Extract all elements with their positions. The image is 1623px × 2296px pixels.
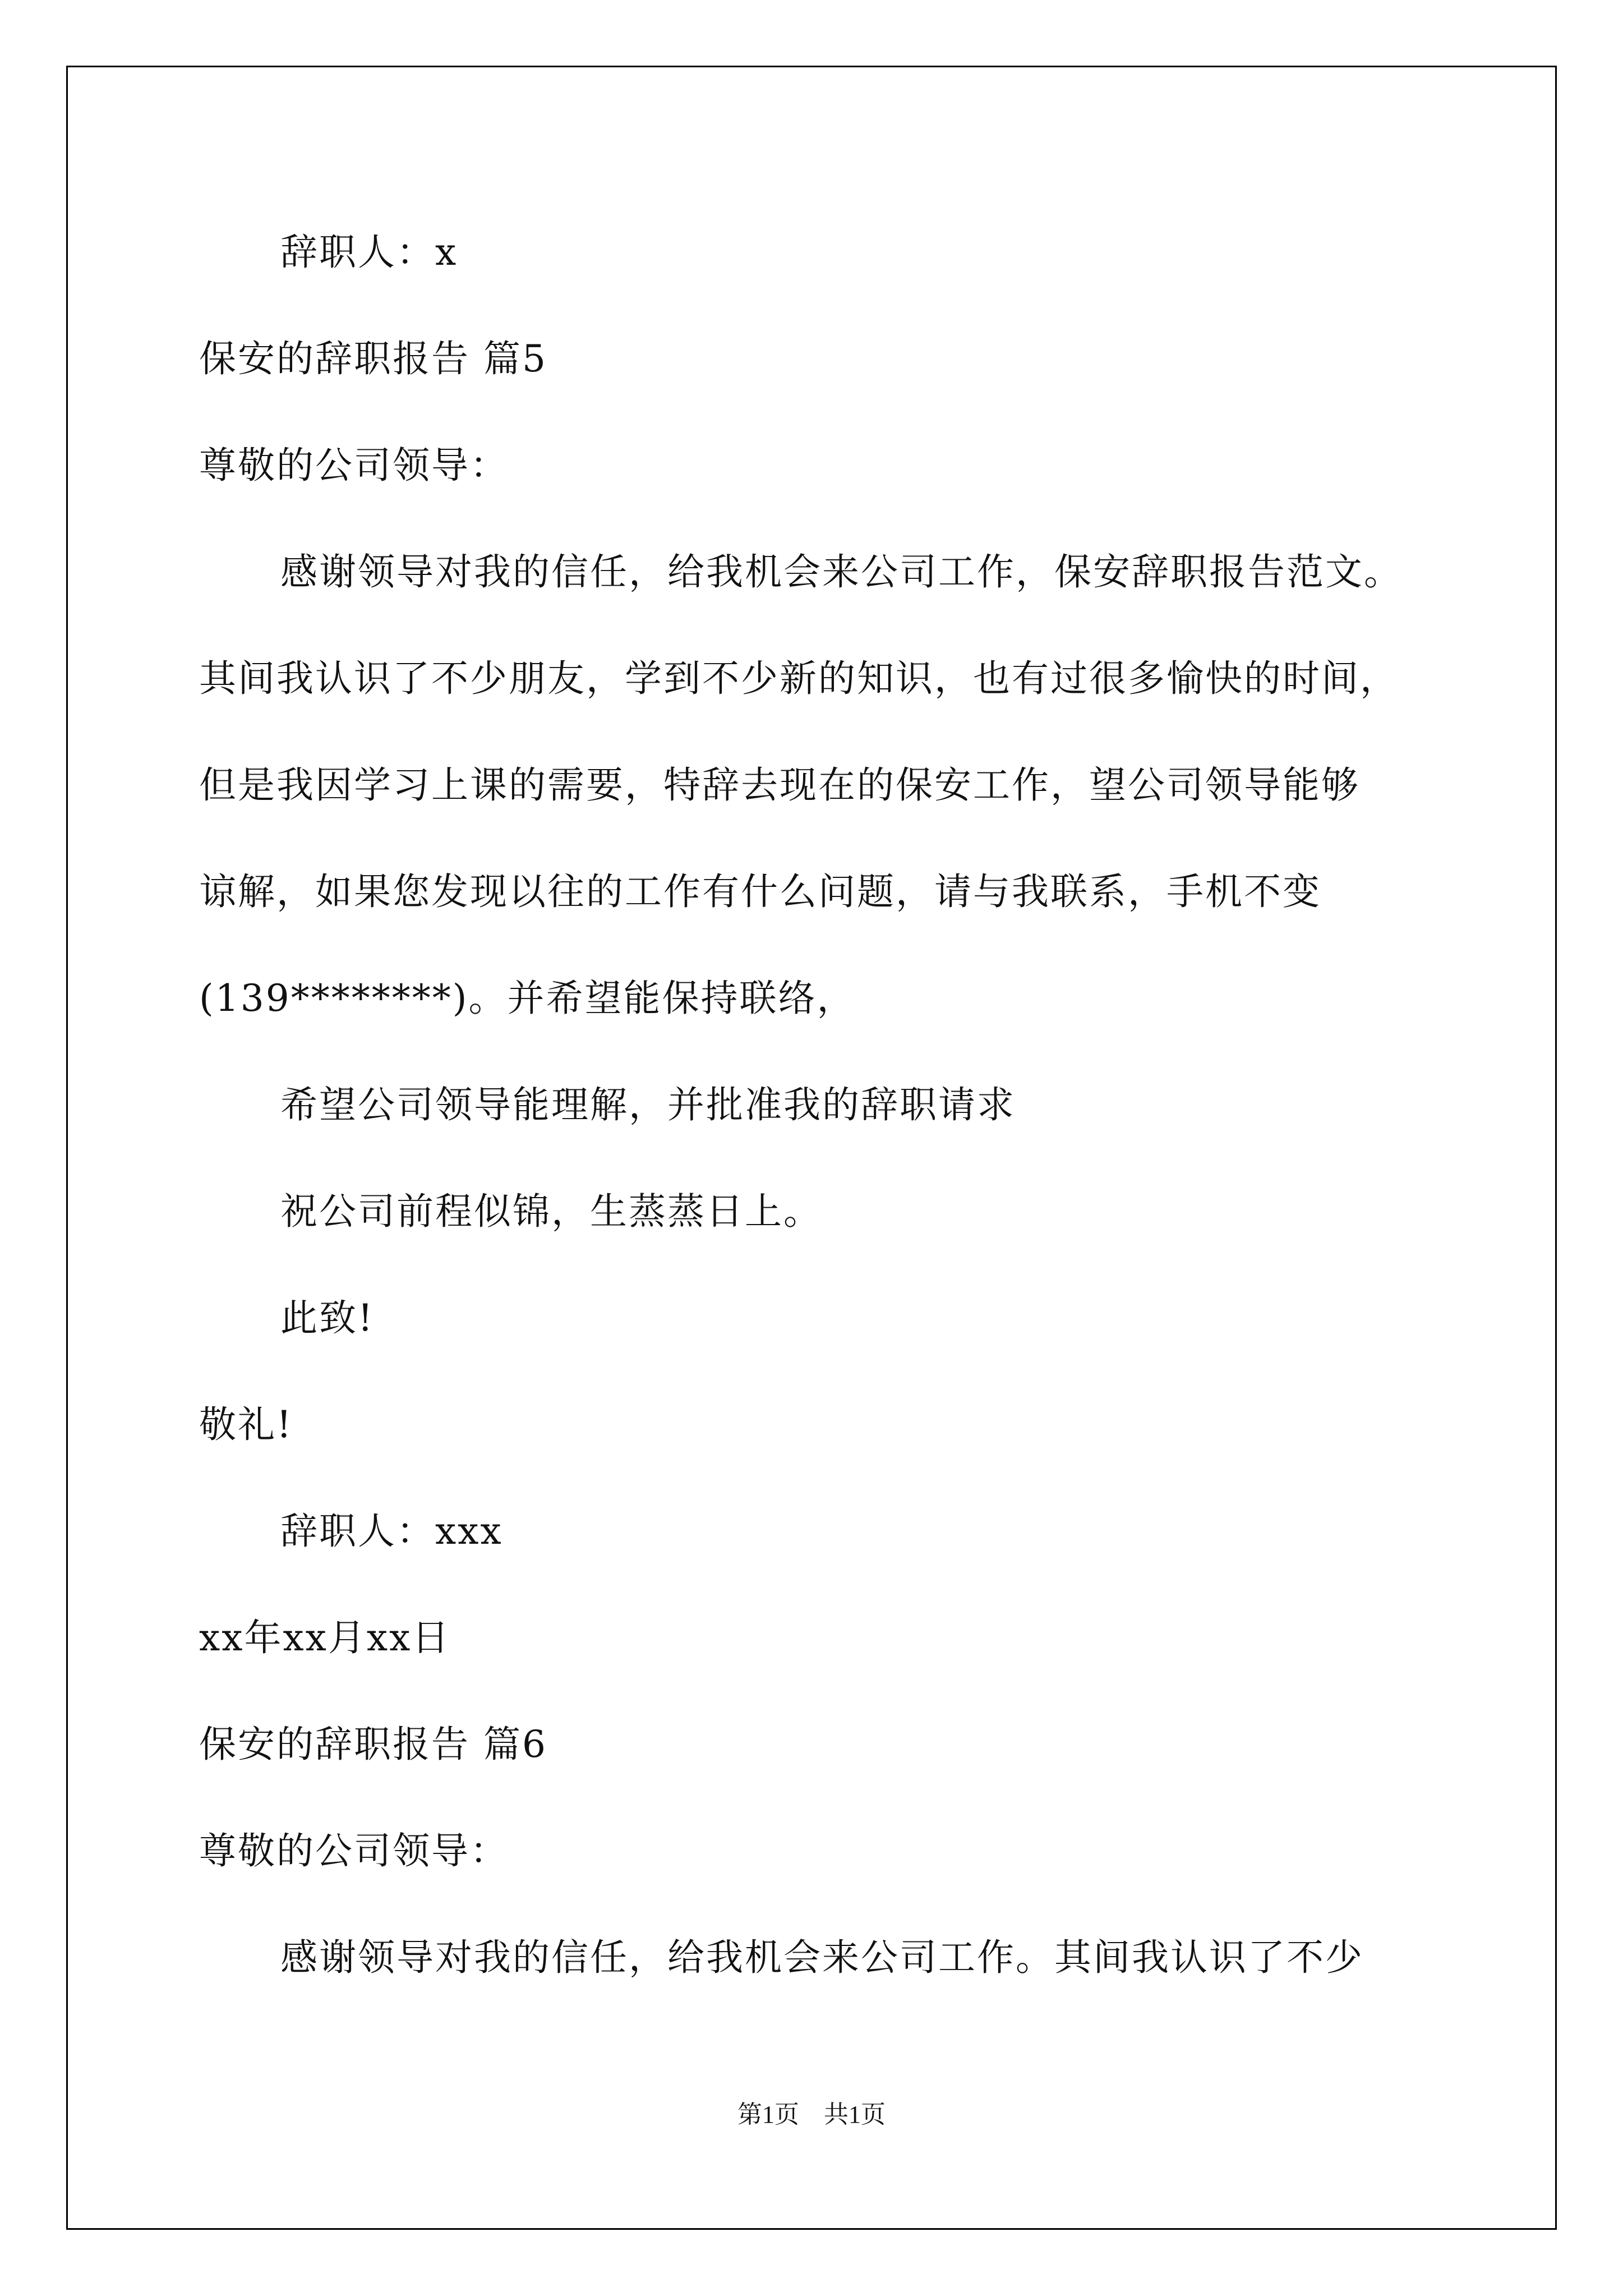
section-heading-5: 保安的辞职报告 篇5: [199, 337, 547, 380]
body-line-1: 感谢领导对我的信任，给我机会来公司工作，保安辞职报告范文。: [280, 550, 1403, 593]
wish-line: 祝公司前程似锦，生蒸蒸日上。: [280, 1190, 822, 1233]
section-heading-6: 保安的辞职报告 篇6: [199, 1723, 547, 1766]
closing-line: 此致!: [280, 1296, 375, 1340]
body-line-2: 其间我认识了不少朋友，学到不少新的知识，也有过很多愉快的时间，: [199, 657, 1399, 700]
body-line-5: (139********)。并希望能保持联络，: [199, 977, 856, 1020]
date-line: xx年xx月xx日: [199, 1616, 451, 1659]
body-line-3: 但是我因学习上课的需要，特辞去现在的保安工作，望公司领导能够: [199, 763, 1360, 807]
request-line: 希望公司领导能理解，并批准我的辞职请求: [280, 1083, 1016, 1126]
body-line-4: 谅解，如果您发现以往的工作有什么问题，请与我联系，手机不变: [199, 870, 1321, 913]
body-line-6: 感谢领导对我的信任，给我机会来公司工作。其间我认识了不少: [280, 1936, 1364, 1979]
resigner-line: 辞职人：x: [280, 231, 458, 274]
salutation-2: 尊敬的公司领导：: [199, 1829, 509, 1872]
signature-line: 辞职人：xxx: [280, 1510, 503, 1553]
regards-line: 敬礼!: [199, 1403, 293, 1446]
page-footer: 第1页 共1页: [737, 2101, 886, 2128]
salutation: 尊敬的公司领导：: [199, 444, 509, 487]
page-border: [66, 66, 1557, 2230]
